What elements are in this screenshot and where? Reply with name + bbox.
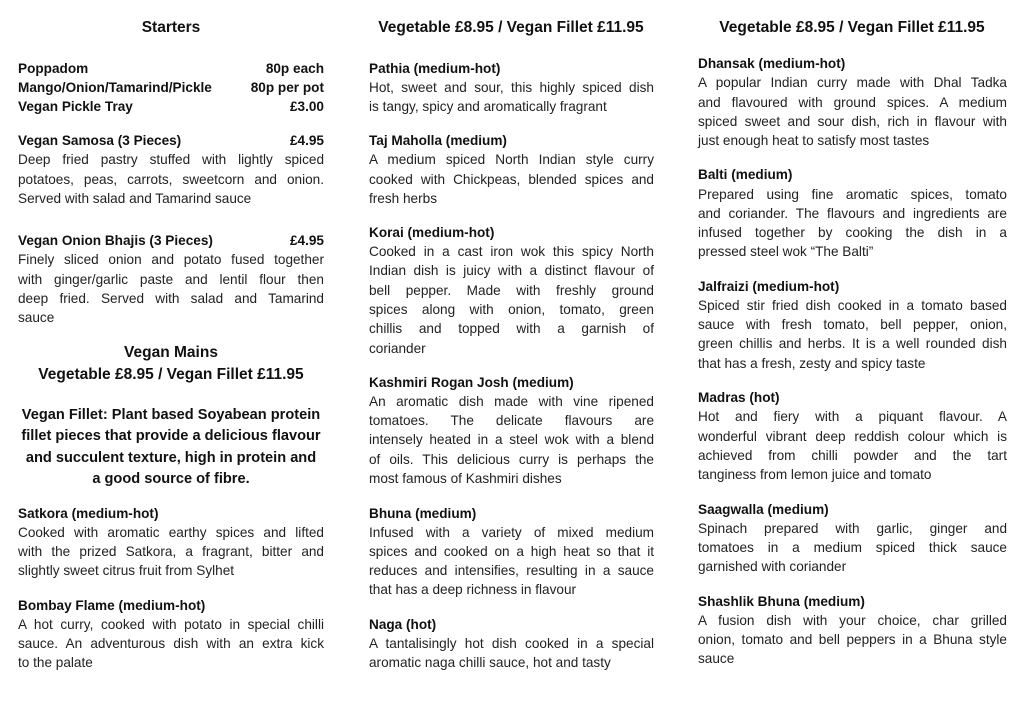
note-line: Vegan Fillet: Plant based Soyabean protein	[21, 407, 321, 423]
item-description-line: deep fried. Served with salad and Tamarind	[18, 291, 324, 306]
item-description-line: Finely sliced onion and potato fused together	[18, 252, 324, 267]
column3-price-heading: Vegetable £8.95 / Vegan Fillet £11.95	[719, 19, 985, 36]
item-description-line: chillis and topped with a garnish of	[369, 321, 654, 336]
item-description-line: bell pepper. Made with freshly ground	[369, 283, 654, 298]
item-description-line: tomatoes. The delicate flavours are	[369, 413, 654, 428]
item-description-line: onion, tomato and bell peppers in a Bhuna style	[698, 632, 1007, 647]
item-description-line: tomatoes in a medium spiced thick sauce	[698, 540, 1007, 555]
item-description-line: and coriander. The flavours and ingredients are	[698, 206, 1007, 221]
item-name: Dhansak (medium-hot)	[698, 56, 846, 71]
item-description-line: that has a fresh, zesty and spicy taste	[698, 356, 926, 371]
item-description-line: achieved from chilli powder and the tart	[698, 448, 1007, 463]
item-description-line: most famous of Kashmiri dishes	[369, 471, 562, 486]
item-description-line: Cooked in a cast iron wok this spicy North	[369, 244, 654, 259]
item-description-line: coriander	[369, 341, 426, 356]
item-description-line: garnished with coriander	[698, 559, 847, 574]
item-description-line: sauce. An adventurous dish with an extra kick	[18, 636, 324, 651]
item-name: Mango/Onion/Tamarind/Pickle	[18, 80, 212, 95]
item-description-line: Prepared using fine aromatic spices, tomato	[698, 187, 1007, 202]
vegan-mains-heading: Vegan Mains	[124, 344, 218, 361]
item-name: Jalfraizi (medium-hot)	[698, 279, 840, 294]
item-name: Vegan Onion Bhajis (3 Pieces)	[18, 233, 213, 248]
item-description-line: Hot and fiery with a piquant flavour. A	[698, 409, 1007, 424]
item-description-line: green chillis and herbs. It is a well rounded dish	[698, 336, 1007, 351]
item-price: 80p each	[265, 61, 324, 76]
item-name: Madras (hot)	[698, 390, 780, 405]
item-description-line: Cooked with aromatic earthy spices and lifted	[18, 525, 324, 540]
item-description-line: A popular Indian curry made with Dhal Tadka	[698, 75, 1007, 90]
item-description-line: wonderful vibrant deep reddish colour which is	[698, 429, 1007, 444]
item-description-line: A medium spiced North Indian style curry	[369, 152, 654, 167]
item-description-line: aromatic naga chilli sauce, hot and tasty	[369, 655, 611, 670]
item-description-line: is tangy, spicy and aromatically fragrant	[369, 99, 607, 114]
vegan-mains-price-line: Vegetable £8.95 / Vegan Fillet £11.95	[38, 366, 304, 383]
item-description-line: Spinach prepared with garlic, ginger and	[698, 521, 1007, 536]
item-description-line: spices and cooked on a high heat so that it	[369, 544, 654, 559]
column2-price-heading: Vegetable £8.95 / Vegan Fillet £11.95	[378, 19, 644, 36]
item-name: Saagwalla (medium)	[698, 502, 829, 517]
item-name: Shashlik Bhuna (medium)	[698, 594, 865, 609]
item-description-line: spiced sweet and sour dish, rich in flavour with	[698, 114, 1007, 129]
item-description-line: Deep fried pastry stuffed with lightly spiced	[18, 152, 324, 167]
item-description-line: to the palate	[18, 655, 93, 670]
item-description-line: slightly sweet citrus fruit from Sylhet	[18, 563, 235, 578]
item-description-line: potatoes, peas, carrots, sweetcorn and onion.	[18, 172, 324, 187]
item-description-line: of oils. This delicious curry is perhaps the	[369, 452, 654, 467]
item-description-line: tanginess from lemon juice and tomato	[698, 467, 932, 482]
item-description-line: reduces and intensifies, resulting in a sauce	[369, 563, 654, 578]
item-name: Bhuna (medium)	[369, 506, 477, 521]
starters-heading: Starters	[141, 19, 201, 36]
item-description-line: Served with salad and Tamarind sauce	[18, 191, 252, 206]
item-description-line: with ginger/garlic paste and lentil flour then	[18, 272, 324, 287]
item-description-line: sauce	[18, 310, 55, 325]
item-description-line: spices along with onion, tomato, green	[369, 302, 654, 317]
item-description-line: that has a deep richness in flavour	[369, 582, 577, 597]
item-description-line: and flavoured with ground spices. A medium	[698, 95, 1007, 110]
item-description-line: Spiced stir fried dish cooked in a tomato based	[698, 298, 1007, 313]
item-description-line: intensely heated in a steel wok with a blend	[369, 432, 654, 447]
item-description-line: An aromatic dish made with vine ripened	[369, 394, 654, 409]
item-description-line: pressed steel wok “The Balti”	[698, 244, 874, 259]
item-name: Korai (medium-hot)	[369, 225, 495, 240]
item-description-line: just enough heat to satisfy most tastes	[698, 133, 930, 148]
item-description-line: Indian dish is juicy with a distinct flavour of	[369, 263, 654, 278]
item-name: Naga (hot)	[369, 617, 437, 632]
item-name: Vegan Samosa (3 Pieces)	[18, 133, 182, 148]
item-description-line: sauce with fresh tomato, bell pepper, onion,	[698, 317, 1007, 332]
item-name: Pathia (medium-hot)	[369, 61, 501, 76]
item-description-line: sauce	[698, 651, 735, 666]
item-price: £3.00	[289, 99, 324, 114]
item-name: Kashmiri Rogan Josh (medium)	[369, 375, 574, 390]
item-description-line: A hot curry, cooked with potato in special chilli	[18, 617, 324, 632]
item-price: £4.95	[289, 233, 324, 248]
item-name: Balti (medium)	[698, 167, 793, 182]
note-line: a good source of fibre.	[92, 471, 250, 487]
item-name: Satkora (medium-hot)	[18, 506, 159, 521]
item-name: Taj Maholla (medium)	[369, 133, 507, 148]
item-description-line: Hot, sweet and sour, this highly spiced dish	[369, 80, 654, 95]
item-description-line: with the prized Satkora, a fragrant, bitter and	[18, 544, 324, 559]
item-description-line: fresh herbs	[369, 191, 438, 206]
item-price: 80p per pot	[250, 80, 324, 95]
note-line: and succulent texture, high in protein and	[25, 450, 317, 466]
item-description-line: A fusion dish with your choice, char grilled	[698, 613, 1007, 628]
item-description-line: cooked with Chickpeas, blended spices and	[369, 172, 654, 187]
item-name: Vegan Pickle Tray	[18, 99, 133, 114]
item-name: Poppadom	[18, 61, 89, 76]
note-line: fillet pieces that provide a delicious flavour	[21, 428, 321, 444]
item-name: Bombay Flame (medium-hot)	[18, 598, 206, 613]
item-description-line: infused together by cooking the dish in a	[698, 225, 1007, 240]
item-price: £4.95	[289, 133, 324, 148]
item-description-line: A tantalisingly hot dish cooked in a special	[369, 636, 654, 651]
item-description-line: Infused with a variety of mixed medium	[369, 525, 654, 540]
